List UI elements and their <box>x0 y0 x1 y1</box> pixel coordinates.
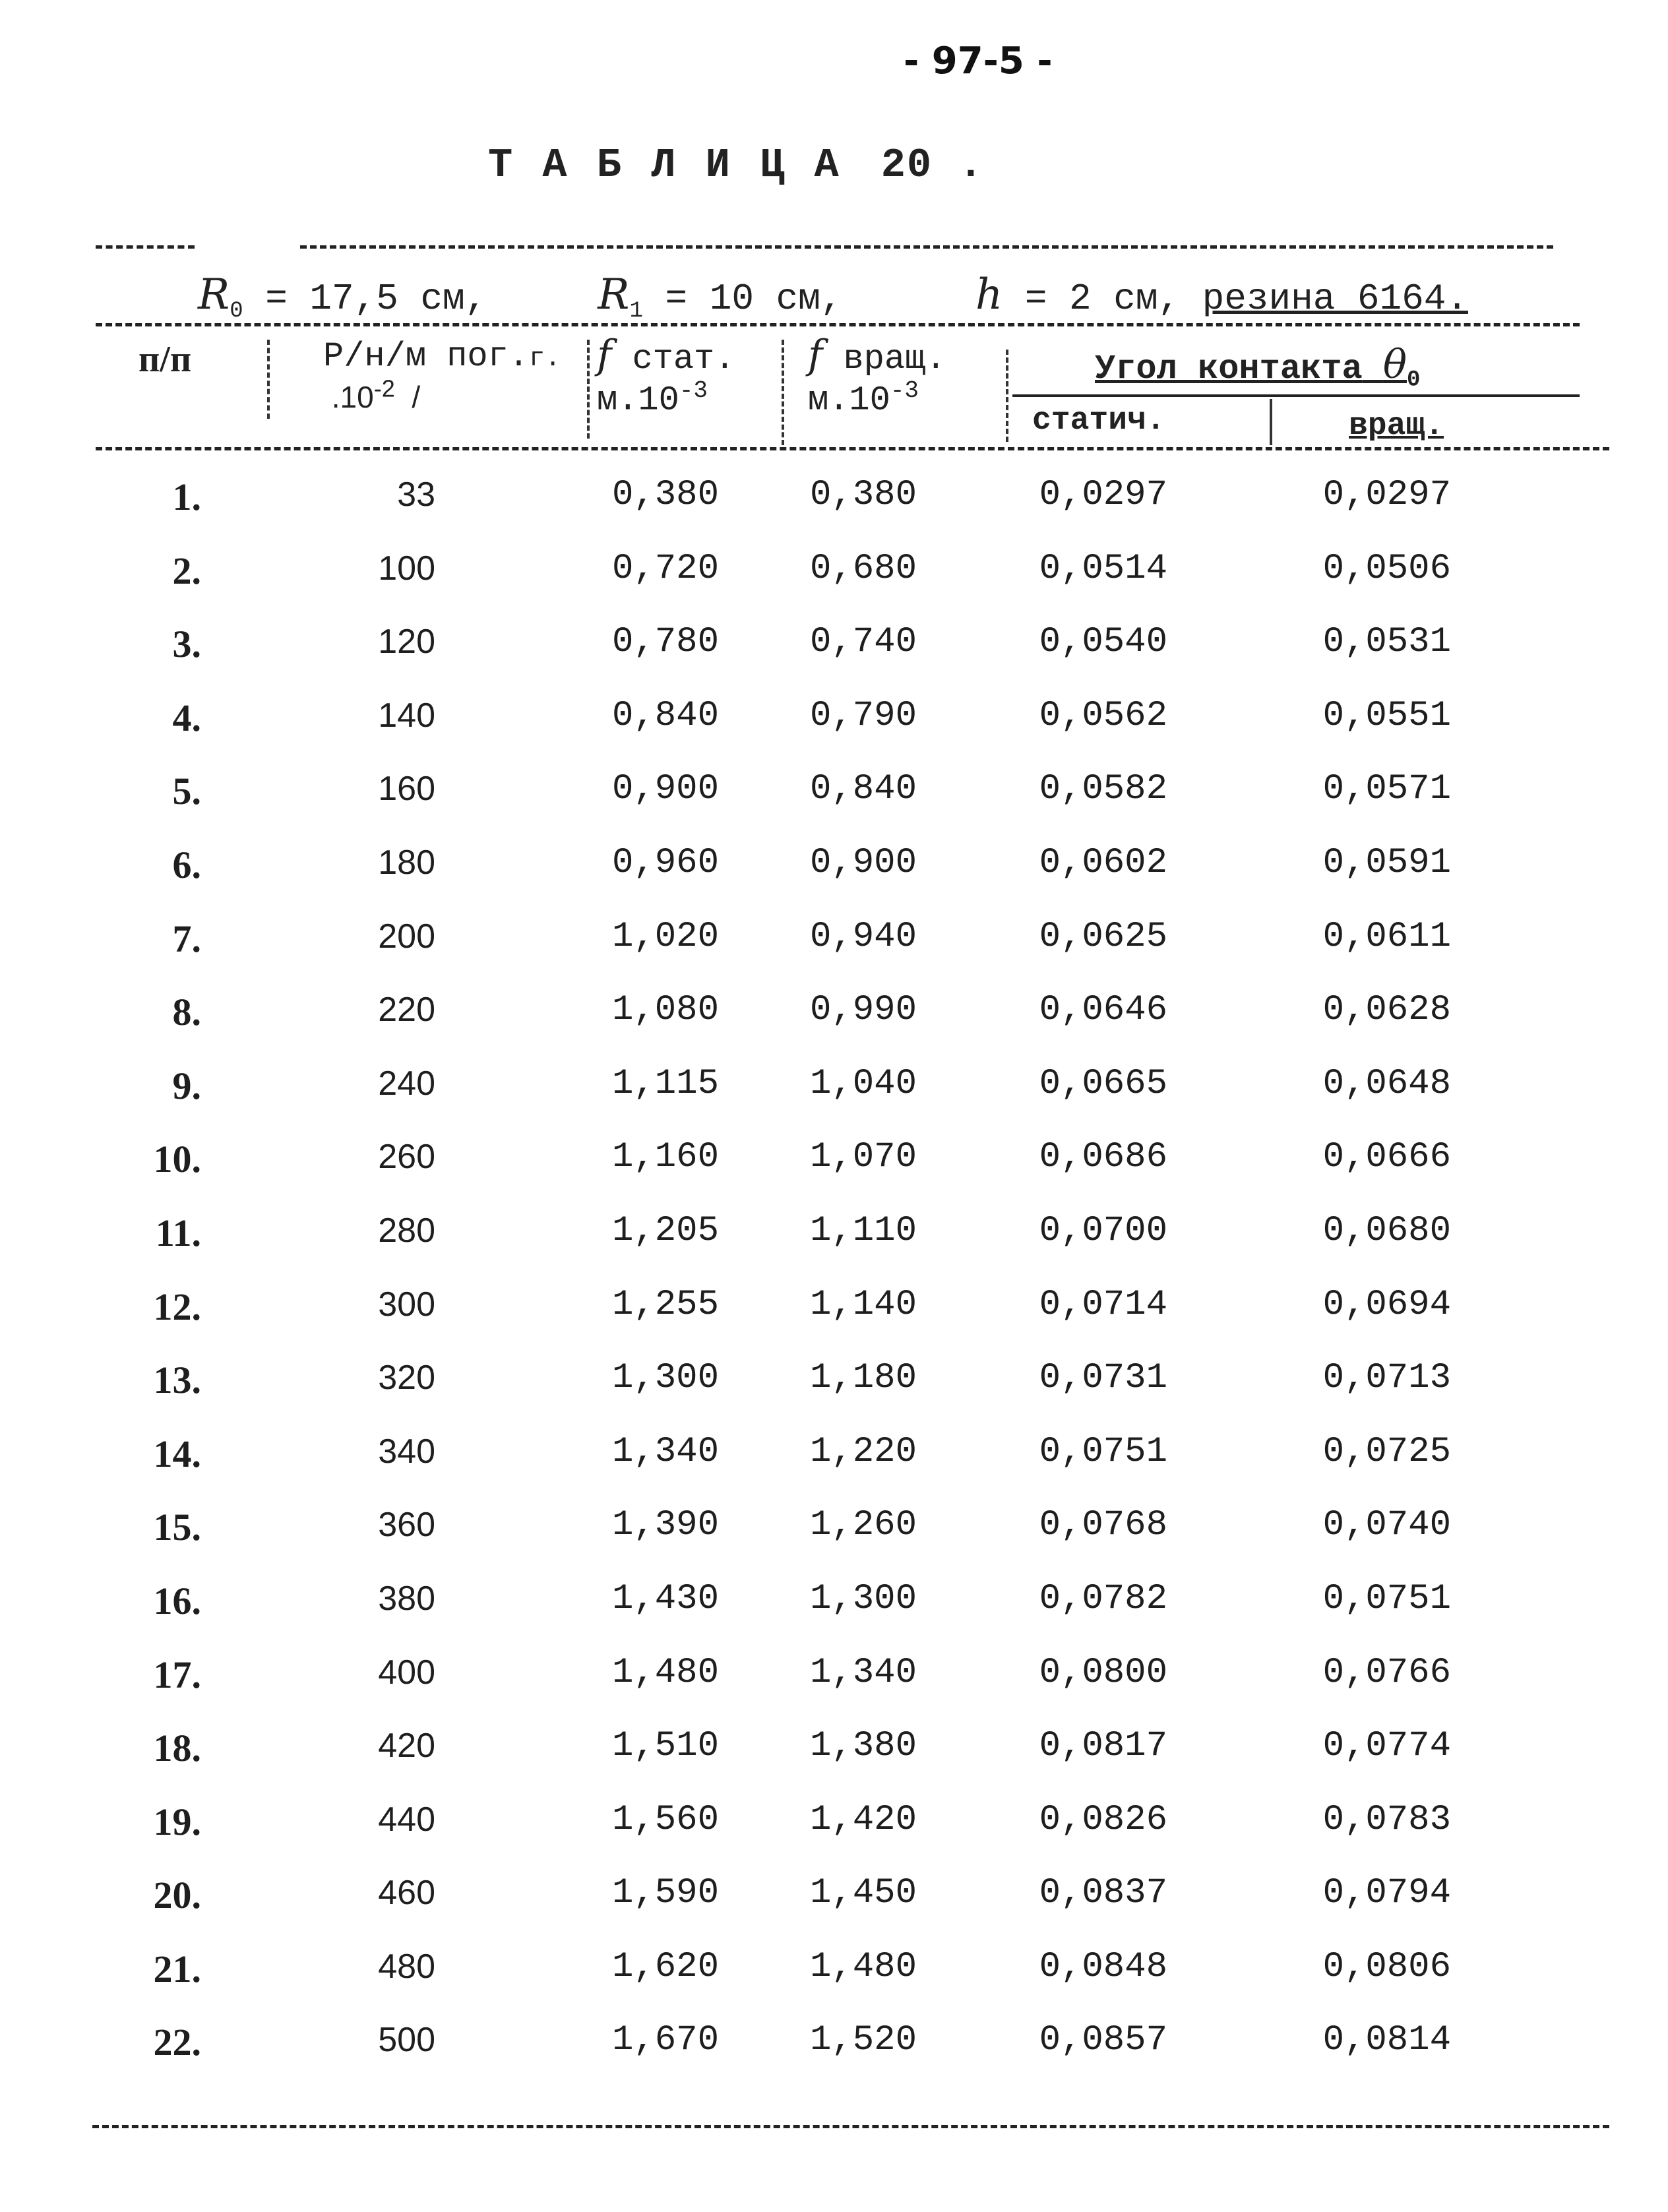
table-row <box>0 1064 1668 1138</box>
angle-stat-cell: 0,0540 <box>1039 622 1167 663</box>
angle-rot-cell: 0,0814 <box>1322 2020 1451 2061</box>
table-row <box>0 1873 1668 1947</box>
header-angle-label: Угол контакта <box>1095 350 1363 388</box>
parameters-rule <box>96 323 1580 326</box>
load-cell: 280 <box>378 1211 435 1250</box>
angle-stat-cell: 0,0700 <box>1039 1210 1167 1251</box>
f-stat-cell: 1,590 <box>611 1873 719 1914</box>
angle-stat-cell: 0,0625 <box>1039 916 1167 957</box>
f-rot-cell: 1,140 <box>809 1284 917 1325</box>
f-rot-cell: 0,840 <box>809 769 917 810</box>
angle-rot-cell: 0,0648 <box>1322 1063 1451 1104</box>
angle-rot-cell: 0,0571 <box>1322 769 1451 810</box>
angle-rot-cell: 0,0611 <box>1322 916 1451 957</box>
f-rot-cell: 1,340 <box>809 1652 917 1693</box>
row-number: 15. <box>153 1506 201 1549</box>
page-number: - 97-5 - <box>904 40 1053 82</box>
table-row <box>0 549 1668 623</box>
angle-rot-cell: 0,0666 <box>1322 1137 1451 1178</box>
table-row <box>0 1505 1668 1579</box>
f-stat-cell: 1,430 <box>611 1578 719 1619</box>
header-p-line1-suffix: г. <box>529 344 561 374</box>
header-f-rot-symbol: f <box>808 332 823 378</box>
r0-symbol: R <box>198 270 230 319</box>
angle-stat-cell: 0,0686 <box>1039 1137 1167 1178</box>
f-rot-cell: 0,740 <box>809 622 917 663</box>
header-p-line1: P/н/м пог. <box>323 337 530 376</box>
load-cell: 320 <box>378 1359 435 1398</box>
table-title <box>488 142 985 189</box>
header-f-rot-line2: м.10 <box>808 381 890 420</box>
row-number: 17. <box>153 1653 201 1696</box>
top-rule <box>96 245 195 249</box>
f-rot-cell: 0,990 <box>809 990 917 1031</box>
header-f-rot-exp: -3 <box>890 377 919 405</box>
f-stat-cell: 0,960 <box>611 842 719 883</box>
f-rot-cell: 1,070 <box>809 1137 917 1178</box>
header-p-line2: .10 <box>331 379 374 414</box>
row-number: 11. <box>155 1211 201 1254</box>
f-rot-cell: 1,220 <box>809 1431 917 1472</box>
row-number: 19. <box>153 1800 201 1843</box>
angle-rot-cell: 0,0751 <box>1322 1578 1451 1619</box>
load-cell: 380 <box>378 1579 435 1618</box>
angle-stat-cell: 0,0582 <box>1039 769 1167 810</box>
header-angle-rot: вращ. <box>1349 408 1444 444</box>
angle-rot-cell: 0,0531 <box>1322 622 1451 663</box>
header-f-stat-line2: м.10 <box>597 381 679 420</box>
f-stat-cell: 1,390 <box>611 1505 719 1546</box>
load-cell: 220 <box>378 991 435 1029</box>
row-number: 13. <box>153 1359 201 1402</box>
table-row <box>0 475 1668 549</box>
parameters-line <box>198 270 1468 324</box>
f-rot-cell: 0,380 <box>809 475 917 515</box>
f-stat-cell: 1,480 <box>611 1652 719 1693</box>
header-angle-static: статич. <box>1032 403 1165 439</box>
f-rot-cell: 1,260 <box>809 1505 917 1546</box>
header-f-stat-exp: -3 <box>679 377 708 405</box>
row-number: 7. <box>172 917 201 960</box>
f-stat-cell: 1,205 <box>611 1210 719 1251</box>
table-row <box>0 1726 1668 1800</box>
load-cell: 500 <box>378 2021 435 2060</box>
f-rot-cell: 0,940 <box>809 916 917 957</box>
angle-stat-cell: 0,0297 <box>1039 475 1167 515</box>
f-stat-cell: 1,340 <box>611 1431 719 1472</box>
h-value: = 2 см, <box>1024 278 1181 320</box>
f-rot-cell: 0,900 <box>809 842 917 883</box>
load-cell: 260 <box>378 1138 435 1177</box>
table-title-number: 20 . <box>880 142 985 189</box>
f-stat-cell: 0,900 <box>611 769 719 810</box>
r0-subscript: 0 <box>230 299 243 324</box>
table-row <box>0 1947 1668 2021</box>
angle-rot-cell: 0,0783 <box>1322 1799 1451 1840</box>
row-number: 22. <box>153 2021 201 2064</box>
table-row <box>0 1211 1668 1285</box>
angle-stat-cell: 0,0751 <box>1039 1431 1167 1472</box>
load-cell: 480 <box>378 1947 435 1986</box>
angle-group-rule <box>1012 394 1580 397</box>
load-cell: 360 <box>378 1506 435 1545</box>
header-p-suffix: / <box>412 379 421 414</box>
f-stat-cell: 0,380 <box>611 475 719 515</box>
header-f-stat-line1: стат. <box>632 340 735 379</box>
f-stat-cell: 1,510 <box>611 1726 719 1767</box>
header-f-rot-line1: вращ. <box>843 340 946 379</box>
row-number: 14. <box>153 1432 201 1475</box>
angle-rot-cell: 0,0740 <box>1322 1505 1451 1546</box>
angle-rot-cell: 0,0766 <box>1322 1652 1451 1693</box>
f-stat-cell: 0,780 <box>611 622 719 663</box>
header-n: п/п <box>139 339 192 380</box>
load-cell: 300 <box>378 1285 435 1324</box>
header-separator <box>1270 399 1272 445</box>
load-cell: 140 <box>378 696 435 735</box>
load-cell: 160 <box>378 770 435 809</box>
angle-rot-cell: 0,0591 <box>1322 842 1451 883</box>
theta-symbol: θ <box>1382 342 1407 388</box>
f-rot-cell: 1,040 <box>809 1063 917 1104</box>
angle-stat-cell: 0,0602 <box>1039 842 1167 883</box>
angle-rot-cell: 0,0774 <box>1322 1726 1451 1767</box>
row-number: 16. <box>153 1579 201 1622</box>
angle-rot-cell: 0,0725 <box>1322 1431 1451 1472</box>
f-rot-cell: 1,110 <box>809 1210 917 1251</box>
table-row <box>0 917 1668 991</box>
f-stat-cell: 1,300 <box>611 1358 719 1399</box>
row-number: 18. <box>153 1727 201 1770</box>
angle-stat-cell: 0,0646 <box>1039 990 1167 1031</box>
theta-subscript: 0 <box>1407 367 1421 393</box>
f-rot-cell: 1,180 <box>809 1358 917 1399</box>
bottom-rule <box>92 2125 1609 2128</box>
angle-rot-cell: 0,0794 <box>1322 1873 1451 1914</box>
angle-rot-cell: 0,0713 <box>1322 1358 1451 1399</box>
f-stat-cell: 1,080 <box>611 990 719 1031</box>
row-number: 12. <box>153 1285 201 1328</box>
f-stat-cell: 1,160 <box>611 1137 719 1178</box>
f-stat-cell: 0,720 <box>611 548 719 589</box>
load-cell: 400 <box>378 1653 435 1692</box>
row-number: 3. <box>172 623 201 666</box>
load-cell: 460 <box>378 1874 435 1913</box>
angle-stat-cell: 0,0800 <box>1039 1652 1167 1693</box>
angle-rot-cell: 0,0694 <box>1322 1284 1451 1325</box>
angle-stat-cell: 0,0857 <box>1039 2020 1167 2061</box>
angle-rot-cell: 0,0551 <box>1322 695 1451 736</box>
f-stat-cell: 0,840 <box>611 695 719 736</box>
header-separator <box>587 340 590 439</box>
f-rot-cell: 1,480 <box>809 1946 917 1987</box>
header-p-exp: -2 <box>373 375 395 402</box>
table-row <box>0 622 1668 696</box>
header-separator <box>267 340 270 419</box>
table-row <box>0 1137 1668 1211</box>
header-separator <box>782 340 784 445</box>
table-row <box>0 769 1668 843</box>
row-number: 20. <box>153 1874 201 1917</box>
header-f-stat-symbol: f <box>597 332 612 378</box>
load-cell: 340 <box>378 1432 435 1471</box>
table-row <box>0 1800 1668 1874</box>
load-cell: 120 <box>378 623 435 661</box>
load-cell: 200 <box>378 917 435 956</box>
row-number: 10. <box>153 1138 201 1181</box>
table-row <box>0 1579 1668 1653</box>
f-rot-cell: 1,380 <box>809 1726 917 1767</box>
r0-value: = 17,5 см, <box>265 278 487 320</box>
load-cell: 440 <box>378 1800 435 1839</box>
f-rot-cell: 1,420 <box>809 1799 917 1840</box>
table-row <box>0 1358 1668 1432</box>
material-label: резина 6164. <box>1202 278 1468 320</box>
r1-value: = 10 см, <box>665 278 843 320</box>
header-p <box>323 338 561 417</box>
row-number: 5. <box>172 770 201 813</box>
f-stat-cell: 1,620 <box>611 1946 719 1987</box>
table-row <box>0 696 1668 770</box>
row-number: 1. <box>172 476 201 518</box>
table-row <box>0 1432 1668 1506</box>
angle-stat-cell: 0,0731 <box>1039 1358 1167 1399</box>
f-stat-cell: 1,255 <box>611 1284 719 1325</box>
table-row <box>0 2020 1668 2094</box>
angle-stat-cell: 0,0848 <box>1039 1946 1167 1987</box>
load-cell: 100 <box>378 549 435 588</box>
angle-stat-cell: 0,0837 <box>1039 1873 1167 1914</box>
angle-rot-cell: 0,0806 <box>1322 1946 1451 1987</box>
angle-stat-cell: 0,0782 <box>1039 1578 1167 1619</box>
f-rot-cell: 1,450 <box>809 1873 917 1914</box>
angle-stat-cell: 0,0514 <box>1039 548 1167 589</box>
f-stat-cell: 1,115 <box>611 1063 719 1104</box>
f-stat-cell: 1,560 <box>611 1799 719 1840</box>
table-row <box>0 843 1668 917</box>
f-rot-cell: 1,300 <box>809 1578 917 1619</box>
h-symbol: h <box>975 270 1003 319</box>
angle-rot-cell: 0,0297 <box>1322 475 1451 515</box>
f-stat-cell: 1,020 <box>611 916 719 957</box>
angle-rot-cell: 0,0628 <box>1322 990 1451 1031</box>
header-f-rot <box>808 333 946 419</box>
angle-stat-cell: 0,0562 <box>1039 695 1167 736</box>
table-row <box>0 1285 1668 1359</box>
row-number: 9. <box>172 1064 201 1107</box>
top-rule-long <box>300 245 1553 249</box>
angle-rot-cell: 0,0506 <box>1322 548 1451 589</box>
row-number: 6. <box>172 843 201 886</box>
load-cell: 240 <box>378 1064 435 1103</box>
f-rot-cell: 0,680 <box>809 548 917 589</box>
table-row <box>0 1653 1668 1727</box>
load-cell: 33 <box>397 476 435 514</box>
angle-stat-cell: 0,0817 <box>1039 1726 1167 1767</box>
table-row <box>0 990 1668 1064</box>
f-rot-cell: 1,520 <box>809 2020 917 2061</box>
header-rule <box>96 447 1609 450</box>
header-f-stat <box>597 333 735 419</box>
f-rot-cell: 0,790 <box>809 695 917 736</box>
row-number: 2. <box>172 549 201 592</box>
r1-symbol: R <box>598 270 630 319</box>
row-number: 21. <box>153 1947 201 1990</box>
header-angle-group <box>1095 343 1420 393</box>
table-title-label: Т А Б Л И Ц А <box>488 142 842 189</box>
angle-rot-cell: 0,0680 <box>1322 1210 1451 1251</box>
f-stat-cell: 1,670 <box>611 2020 719 2061</box>
table-body <box>0 475 1668 2094</box>
load-cell: 180 <box>378 843 435 882</box>
r1-subscript: 1 <box>629 299 643 324</box>
load-cell: 420 <box>378 1727 435 1766</box>
angle-stat-cell: 0,0826 <box>1039 1799 1167 1840</box>
angle-stat-cell: 0,0714 <box>1039 1284 1167 1325</box>
row-number: 8. <box>172 991 201 1034</box>
header-separator <box>1006 350 1008 442</box>
row-number: 4. <box>172 696 201 739</box>
angle-stat-cell: 0,0768 <box>1039 1505 1167 1546</box>
angle-stat-cell: 0,0665 <box>1039 1063 1167 1104</box>
